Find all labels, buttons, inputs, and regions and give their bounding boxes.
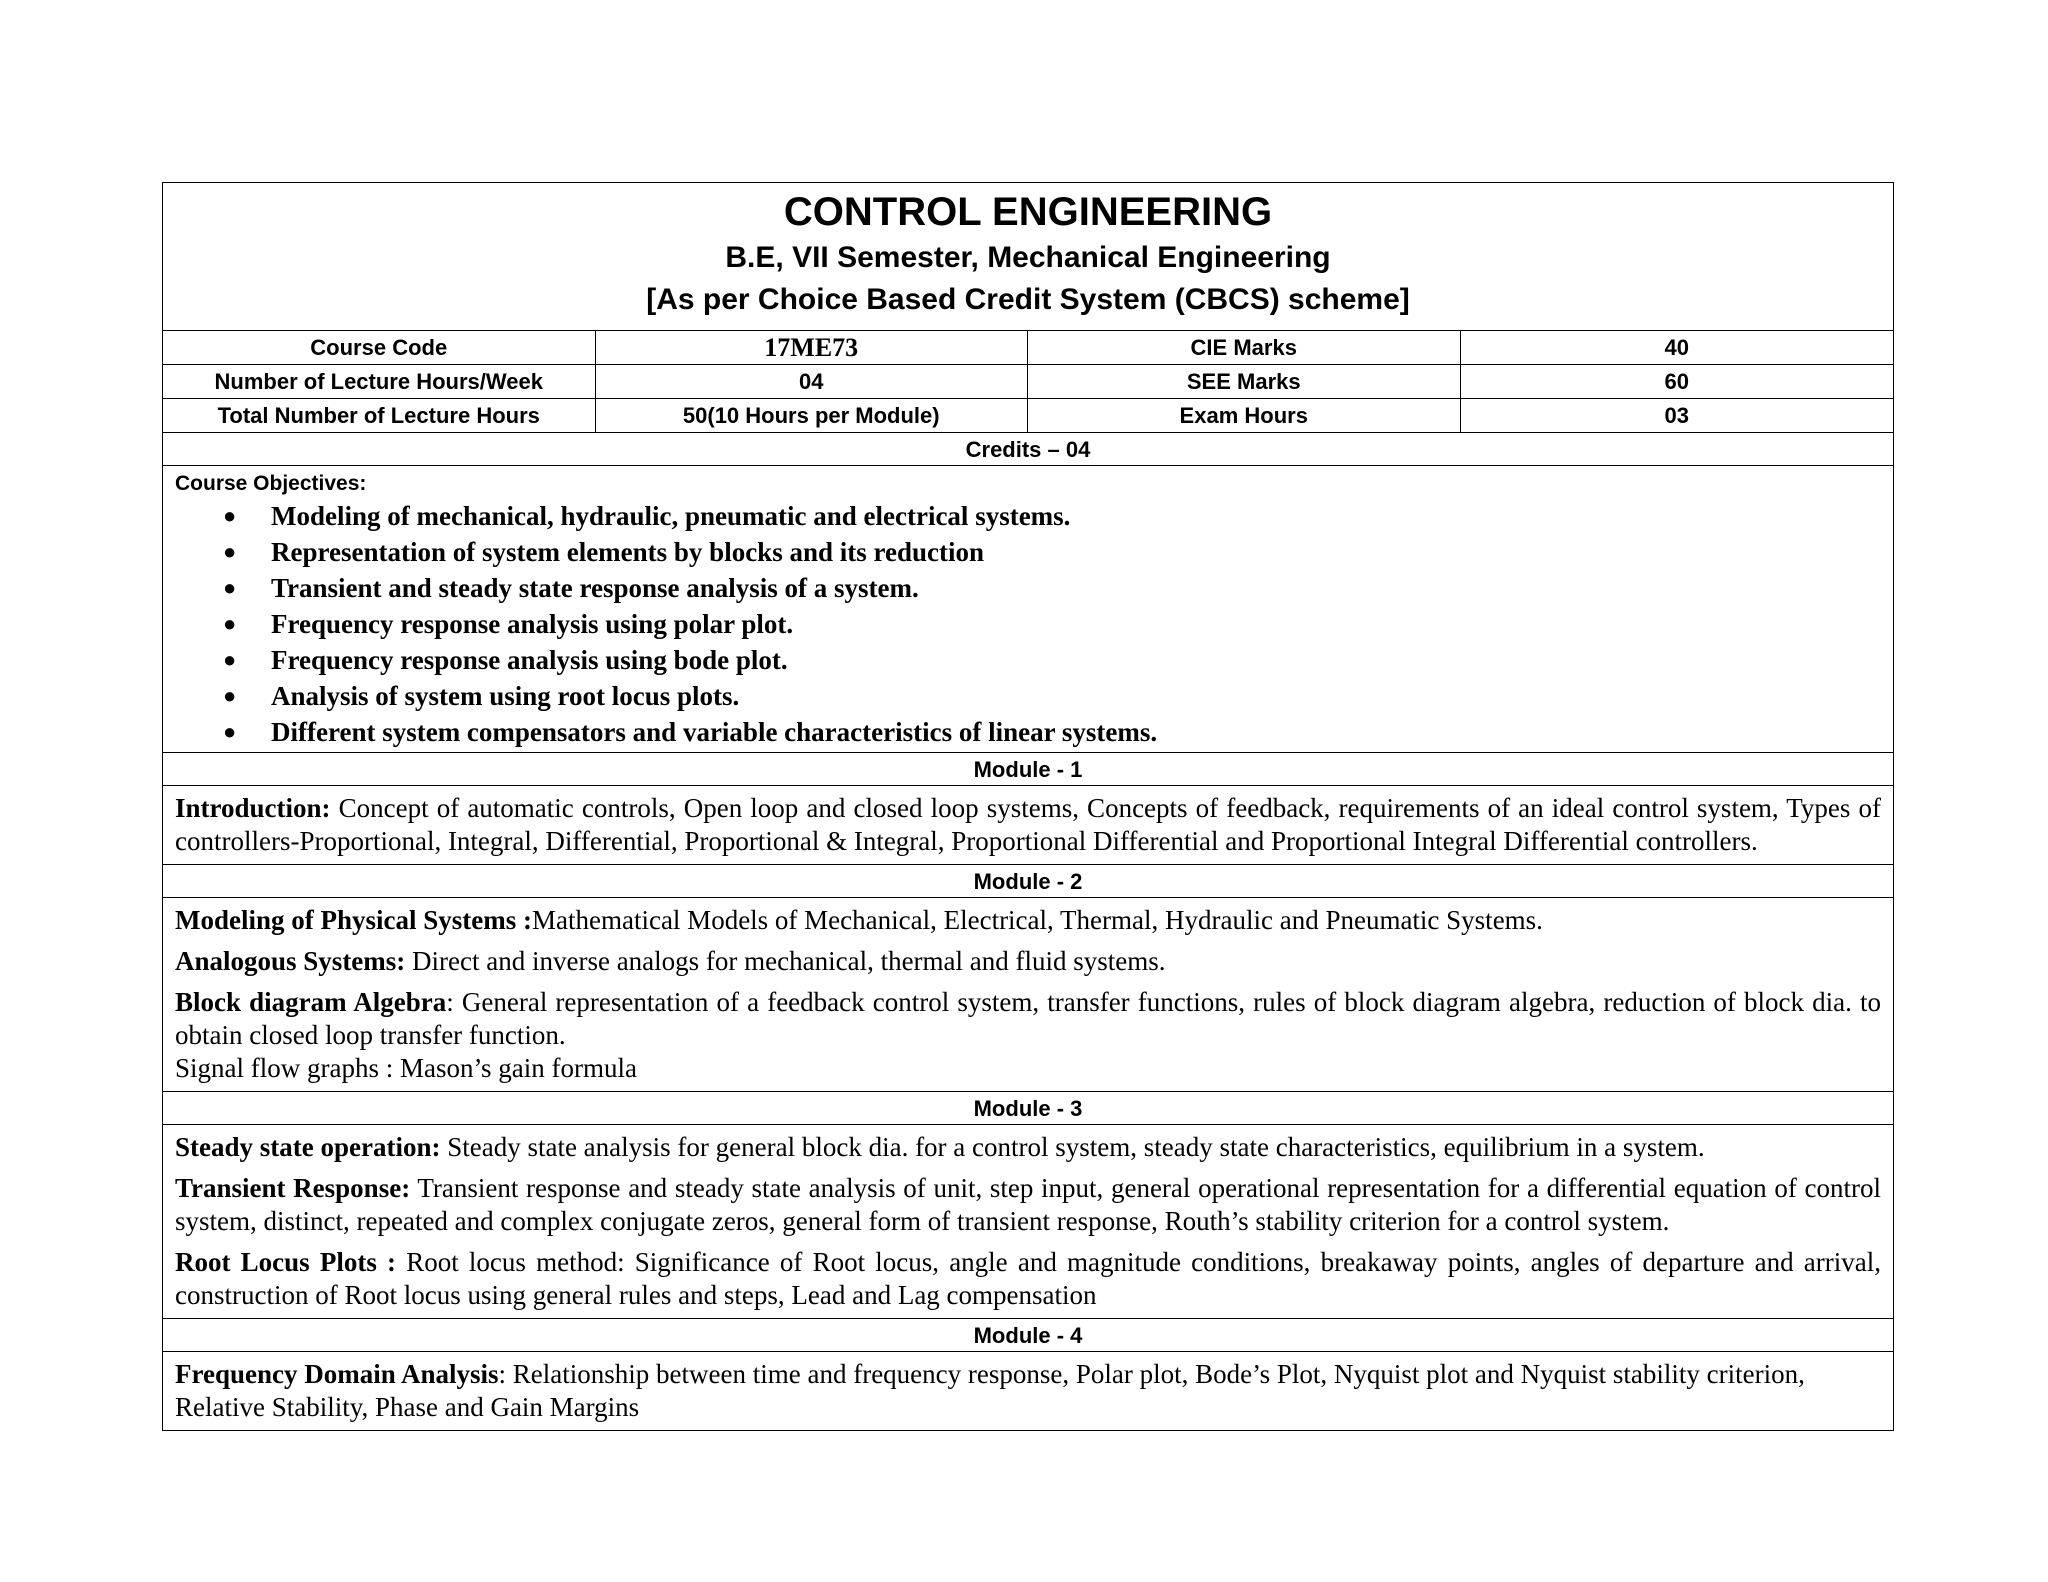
- module-paragraph: Root Locus Plots : Root locus method: Significance of Root locus, angle and magnitude conditions, breakaway points, angles of departure and arrival, construction of Root locus using general rules and steps, Lead and Lag compensation: [175, 1247, 1881, 1310]
- module-heading: Module - 4: [163, 1319, 1893, 1352]
- details-label: Exam Hours: [1028, 399, 1461, 432]
- syllabus-header: [163, 183, 1893, 331]
- details-row: [163, 331, 1893, 365]
- objectives-list: [175, 498, 1881, 750]
- details-label: Number of Lecture Hours/Week: [163, 365, 596, 398]
- objectives-title: Course Objectives:: [175, 472, 367, 495]
- objective-item: ● Transient and steady state response analysis of a system.: [223, 570, 1881, 606]
- details-value: 60: [1664, 369, 1689, 394]
- objective-item: ● Analysis of system using root locus plots.: [223, 678, 1881, 714]
- module-content: [163, 898, 1893, 1092]
- module-heading: Module - 2: [163, 865, 1893, 898]
- module-content: [163, 1352, 1893, 1430]
- bullet-icon: ●: [223, 503, 237, 528]
- module-content: [163, 786, 1893, 865]
- module-paragraph: Signal flow graphs : Mason’s gain formula: [175, 1053, 637, 1083]
- module-paragraph: Introduction: Concept of automatic controls, Open loop and closed loop systems, Concepts of feedback, requirements of an ideal control system, Types of controllers-Proportional, Integral, Differential, Proportional & Integral, Proportional Differential and Proportional Integral Differential controllers.: [175, 793, 1881, 856]
- details-row: [163, 399, 1893, 433]
- module-heading: Module - 3: [163, 1092, 1893, 1125]
- details-label: CIE Marks: [1028, 331, 1461, 364]
- objective-item: ● Modeling of mechanical, hydraulic, pneumatic and electrical systems.: [223, 498, 1881, 534]
- details-value: 40: [1664, 335, 1689, 360]
- bullet-icon: ●: [223, 575, 237, 600]
- module-paragraph: Steady state operation: Steady state analysis for general block dia. for a control system, steady state characteristics, equilibrium in a system.: [175, 1132, 1705, 1162]
- details-value: 04: [596, 365, 1029, 398]
- bullet-icon: ●: [223, 539, 237, 564]
- details-label: Course Code: [163, 331, 596, 364]
- syllabus-table: [162, 182, 1894, 1431]
- details-label: SEE Marks: [1028, 365, 1461, 398]
- details-label: Total Number of Lecture Hours: [163, 399, 596, 432]
- module-content: [163, 1125, 1893, 1319]
- objective-item: ● Frequency response analysis using polar plot.: [223, 606, 1881, 642]
- bullet-icon: ●: [223, 683, 237, 708]
- module-paragraph: Transient Response: Transient response and steady state analysis of unit, step input, general operational representation for a differential equation of control system, distinct, repeated and complex conjugate zeros, general form of transient response, Routh’s stability criterion for a control system.: [175, 1173, 1881, 1236]
- credits-row: Credits – 04: [163, 433, 1893, 466]
- module-paragraph: Block diagram Algebra: General representation of a feedback control system, transfer functions, rules of block diagram algebra, reduction of block dia. to obtain closed loop transfer function.: [175, 987, 1882, 1050]
- course-objectives: [163, 466, 1893, 753]
- objective-item: ● Different system compensators and variable characteristics of linear systems.: [223, 714, 1881, 750]
- course-title: CONTROL ENGINEERING: [783, 190, 1273, 234]
- details-value: 17ME73: [596, 331, 1029, 364]
- course-subtitle: B.E, VII Semester, Mechanical Engineering: [725, 241, 1331, 274]
- objective-item: ● Frequency response analysis using bode plot.: [223, 642, 1881, 678]
- details-value: 50(10 Hours per Module): [596, 399, 1029, 432]
- details-row: [163, 365, 1893, 399]
- scheme-line: [As per Choice Based Credit System (CBCS) scheme]: [646, 283, 1410, 316]
- bullet-icon: ●: [223, 719, 237, 744]
- details-value: 03: [1664, 403, 1689, 428]
- bullet-icon: ●: [223, 611, 237, 636]
- objective-item: ● Representation of system elements by blocks and its reduction: [223, 534, 1881, 570]
- module-paragraph: Analogous Systems: Direct and inverse analogs for mechanical, thermal and fluid systems.: [175, 946, 1166, 976]
- module-heading: Module - 1: [163, 753, 1893, 786]
- bullet-icon: ●: [223, 647, 237, 672]
- module-paragraph: Frequency Domain Analysis: Relationship between time and frequency response, Polar plot, Bode’s Plot, Nyquist plot and Nyquist stability criterion, Relative Stability, Phase and Gain Margins: [175, 1359, 1805, 1422]
- module-paragraph: Modeling of Physical Systems :Mathematical Models of Mechanical, Electrical, Thermal, Hydraulic and Pneumatic Systems.: [175, 905, 1543, 935]
